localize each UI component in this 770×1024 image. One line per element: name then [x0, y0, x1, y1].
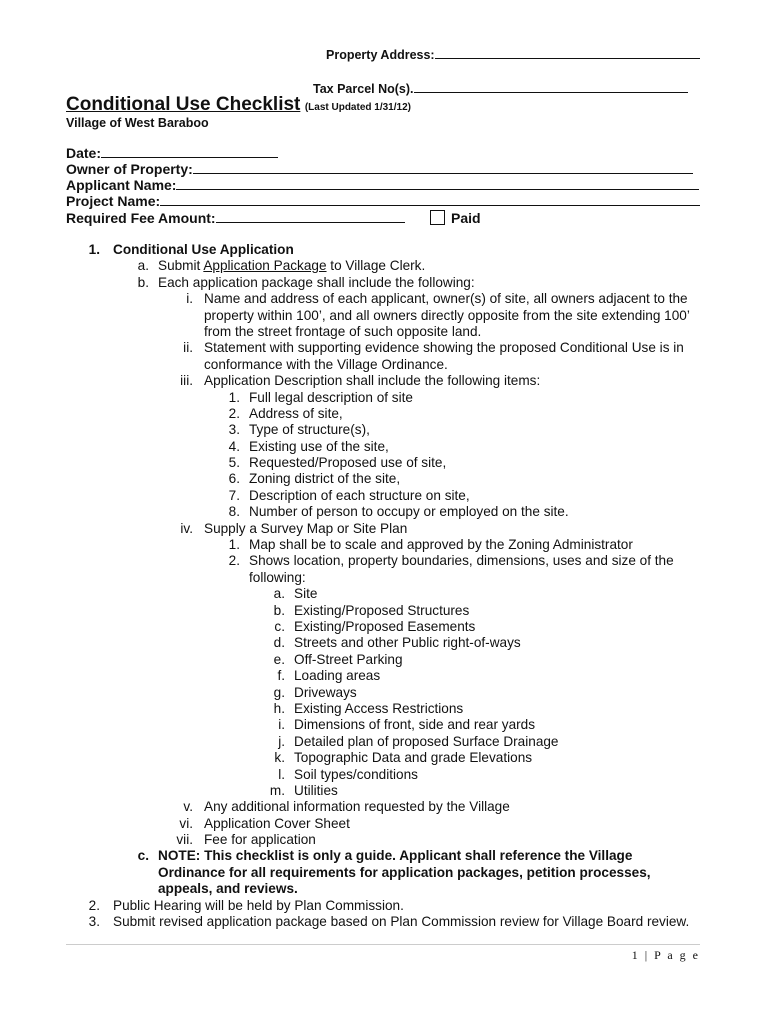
- list-item: 5. Requested/Proposed use of site,: [228, 455, 447, 471]
- list-item: 2. Address of site,: [228, 405, 343, 421]
- list-item-continued: Ordinance for all requirements for application packages, petition processes,: [158, 864, 651, 880]
- list-item-continued: appeals, and reviews.: [158, 881, 298, 897]
- last-updated: (Last Updated 1/31/12): [304, 102, 411, 113]
- project-field: [66, 193, 700, 209]
- owner-line: [193, 161, 693, 174]
- application-package-link[interactable]: Application Package: [203, 258, 327, 274]
- property-address-label: Property Address:: [326, 48, 435, 62]
- list-item: 1. Map shall be to scale and approved by the Zoning Administrator: [228, 537, 633, 553]
- owner-field: [66, 161, 693, 177]
- description-items: [0, 390, 770, 521]
- list-item: 3. Type of structure(s),: [228, 422, 370, 438]
- property-address-line: [435, 46, 700, 59]
- fee-line: [216, 210, 405, 223]
- date-line: [101, 145, 278, 158]
- list-item: 2. Public Hearing will be held by Plan Commission.: [88, 897, 404, 913]
- list-item: 1. Full legal description of site: [228, 389, 413, 405]
- property-address-field: [326, 46, 700, 62]
- list-item: 7. Description of each structure on site,: [228, 487, 470, 503]
- list-item: ii. Statement with supporting evidence showing the proposed Conditional Use is in: [183, 340, 684, 356]
- list-item: m. Utilities: [269, 782, 338, 798]
- list-item: i. Dimensions of front, side and rear yards: [278, 717, 536, 733]
- list-item: l. Soil types/conditions: [278, 766, 418, 782]
- list-item: 2. Shows location, property boundaries, dimensions, uses and size of the: [228, 553, 674, 569]
- owner-label: Owner of Property:: [66, 161, 193, 177]
- project-line: [160, 193, 700, 206]
- date-field: [66, 145, 278, 161]
- list-item: iii. Application Description shall include the following items:: [180, 373, 541, 389]
- village-name: Village of West Baraboo: [66, 116, 209, 130]
- page-title: Conditional Use Checklist: [66, 94, 301, 115]
- date-label: Date:: [66, 145, 102, 161]
- list-item-continued: property within 100’, and all owners directly opposite from the site extending 100’: [204, 307, 690, 323]
- list-item: c. Existing/Proposed Easements: [274, 618, 476, 634]
- applicant-label: Applicant Name:: [66, 177, 177, 193]
- checklist: [0, 242, 770, 930]
- paid-checkbox[interactable]: [430, 210, 445, 225]
- list-item-note: c. NOTE: This checklist is only a guide. Applicant shall reference the Village: [137, 848, 633, 864]
- list-item: i. Name and address of each applicant, owner(s) of site, all owners adjacent to the: [186, 291, 688, 307]
- list-item: k. Topographic Data and grade Elevations: [274, 750, 533, 766]
- list-item: 4. Existing use of the site,: [228, 438, 389, 454]
- page-number: 1 | P a g e: [631, 948, 700, 962]
- list-item: a. Submit Application Package to Village Clerk.: [137, 258, 426, 274]
- tax-parcel-line: [414, 80, 688, 93]
- footer-divider: [66, 944, 700, 945]
- site-plan-items: [0, 586, 770, 799]
- applicant-line: [176, 177, 699, 190]
- tax-parcel-label: Tax Parcel No(s).: [313, 82, 414, 96]
- list-item: h. Existing Access Restrictions: [273, 700, 464, 716]
- list-item: iv. Supply a Survey Map or Site Plan: [180, 520, 408, 536]
- project-label: Project Name:: [66, 193, 161, 209]
- list-item: v. Any additional information requested by the Village: [183, 799, 510, 815]
- list-item-continued: from the street frontage of such opposite land.: [204, 323, 482, 339]
- paid-field: [430, 210, 481, 226]
- fee-field: [66, 210, 405, 226]
- list-item: a. Site: [273, 586, 318, 602]
- list-item-continued: following:: [249, 569, 306, 585]
- list-item-continued: conformance with the Village Ordinance.: [204, 356, 448, 372]
- fee-label: Required Fee Amount:: [66, 210, 216, 226]
- list-item: vi. Application Cover Sheet: [179, 815, 350, 831]
- list-item: e. Off-Street Parking: [273, 651, 403, 667]
- list-item: g. Driveways: [273, 684, 357, 700]
- list-item: 3. Submit revised application package based on Plan Commission review for Village Board review.: [88, 914, 690, 930]
- list-item: 6. Zoning district of the site,: [228, 471, 401, 487]
- page-title-row: [66, 94, 411, 116]
- list-item: d. Streets and other Public right-of-ways: [273, 635, 521, 651]
- list-item: 1. Conditional Use Application: [88, 242, 294, 257]
- list-item: 8. Number of person to occupy or employed on the site.: [228, 504, 569, 520]
- list-item: b. Existing/Proposed Structures: [273, 602, 470, 618]
- applicant-field: [66, 177, 699, 193]
- list-item: vii. Fee for application: [176, 832, 316, 848]
- paid-label: Paid: [451, 210, 481, 226]
- list-item: b. Each application package shall include the following:: [137, 274, 475, 290]
- list-item: f. Loading areas: [277, 668, 381, 684]
- list-item: j. Detailed plan of proposed Surface Drainage: [278, 733, 559, 749]
